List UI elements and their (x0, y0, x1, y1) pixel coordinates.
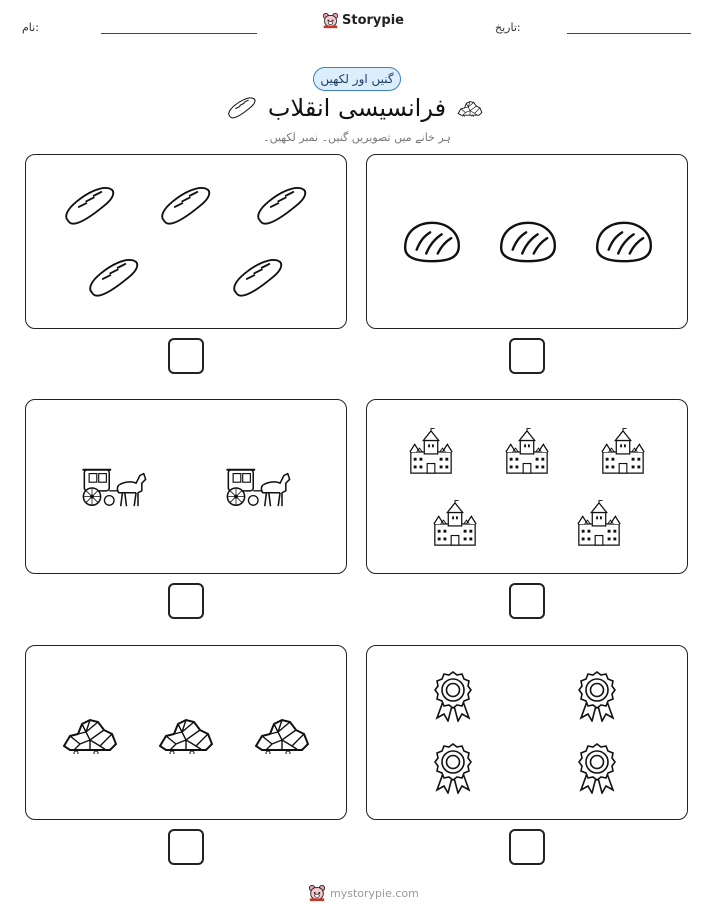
horse-carriage-icon (222, 464, 296, 510)
answer-box[interactable] (168, 338, 204, 374)
castle-icon (407, 428, 455, 476)
castle-icon (503, 428, 551, 476)
castle-icon (431, 500, 479, 548)
page-title: فرانسیسی انقلاب (267, 94, 447, 122)
date-line[interactable] (567, 33, 691, 34)
name-line[interactable] (101, 33, 257, 34)
storypie-logo (322, 12, 404, 29)
counting-card-carriages (25, 399, 347, 574)
answer-box[interactable] (509, 829, 545, 865)
footer (308, 884, 419, 902)
castle-icon (599, 428, 647, 476)
counting-card-castles (366, 399, 688, 574)
instruction-text: ہر خانے میں تصویریں گنیں۔ نمبر لکھیں۔ (263, 131, 451, 144)
date-label: تاریخ: (495, 21, 521, 34)
answer-box[interactable] (168, 829, 204, 865)
rosette-icon (433, 670, 473, 722)
answer-box[interactable] (509, 338, 545, 374)
counting-card-rosettes (366, 645, 688, 820)
rubble-pile-icon (60, 710, 120, 754)
name-label: نام: (22, 21, 39, 34)
bread-loaf-icon (401, 219, 463, 265)
rosette-icon (577, 742, 617, 794)
rosette-icon (577, 670, 617, 722)
baguette-icon (62, 181, 118, 231)
baguette-icon (230, 253, 286, 303)
rosette-icon (433, 742, 473, 794)
counting-card-baguettes (25, 154, 347, 329)
bread-loaf-icon (593, 219, 655, 265)
baguette-icon (86, 253, 142, 303)
rubble-pile-icon (156, 710, 216, 754)
rubble-pile-icon (252, 710, 312, 754)
castle-icon (575, 500, 623, 548)
horse-carriage-icon (78, 464, 152, 510)
bear-icon (322, 12, 339, 29)
bear-icon (308, 884, 326, 902)
baguette-icon (254, 181, 310, 231)
counting-card-rubble (25, 645, 347, 820)
counting-card-bread (366, 154, 688, 329)
answer-box[interactable] (168, 583, 204, 619)
baguette-icon (158, 181, 214, 231)
rubble-icon (456, 97, 484, 117)
activity-tag: گنیں اور لکھیں (313, 67, 401, 91)
footer-url[interactable]: mystorypie.com (330, 886, 419, 900)
brand-name: Storypie (342, 13, 404, 28)
bread-loaf-icon (497, 219, 559, 265)
answer-box[interactable] (509, 583, 545, 619)
